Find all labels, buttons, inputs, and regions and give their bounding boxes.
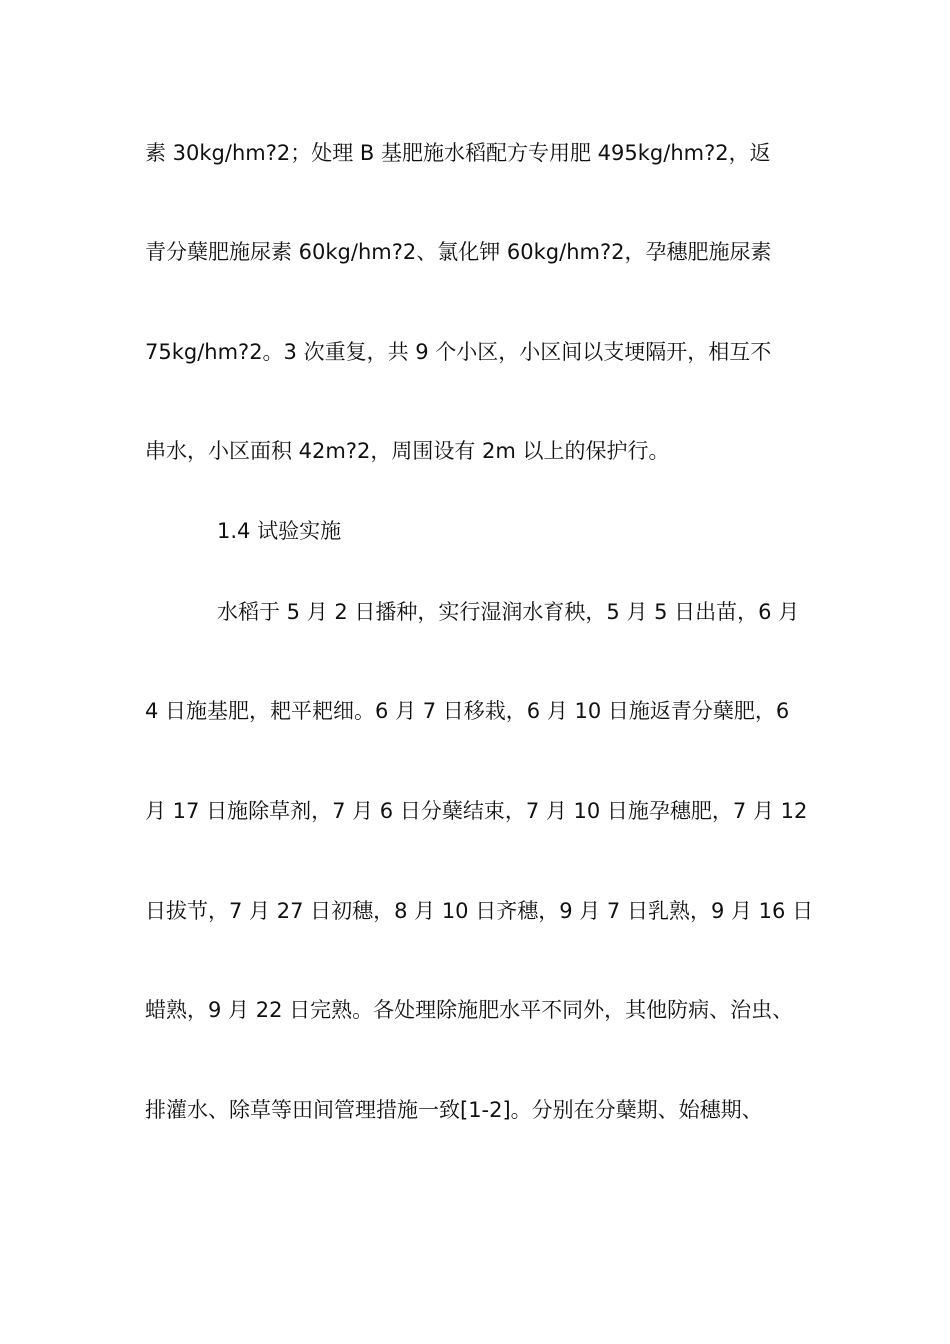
text-line-8: 月 17 日施除草剂，7 月 6 日分蘖结束，7 月 10 日施孕穗肥，7 月 12 (145, 799, 808, 823)
text-line-9: 日拔节，7 月 27 日初穗，8 月 10 日齐穗，9 月 7 日乳熟，9 月 16 日 (145, 899, 814, 923)
section-heading: 1.4 试验实施 (217, 519, 342, 543)
text-line-11: 排灌水、除草等田间管理措施一致[1-2]。分别在分蘖期、始穗期、 (145, 1098, 763, 1122)
text-line-2: 青分蘖肥施尿素 60kg/hm?2、氯化钾 60kg/hm?2，孕穗肥施尿素 (145, 240, 772, 264)
text-line-7: 4 日施基肥，耙平耙细。6 月 7 日移栽，6 月 10 日施返青分蘖肥，6 (145, 699, 790, 723)
text-line-3: 75kg/hm?2。3 次重复，共 9 个小区，小区间以支埂隔开，相互不 (145, 340, 772, 364)
text-line-1: 素 30kg/hm?2；处理 B 基肥施水稻配方专用肥 495kg/hm?2，返 (145, 141, 771, 165)
text-line-4: 串水，小区面积 42m?2，周围设有 2m 以上的保护行。 (145, 439, 670, 463)
paragraph-first-line: 水稻于 5 月 2 日播种，实行湿润水育秧，5 月 5 日出苗，6 月 (217, 600, 800, 624)
text-line-10: 蜡熟，9 月 22 日完熟。各处理除施肥水平不同外，其他防病、治虫、 (145, 998, 794, 1022)
